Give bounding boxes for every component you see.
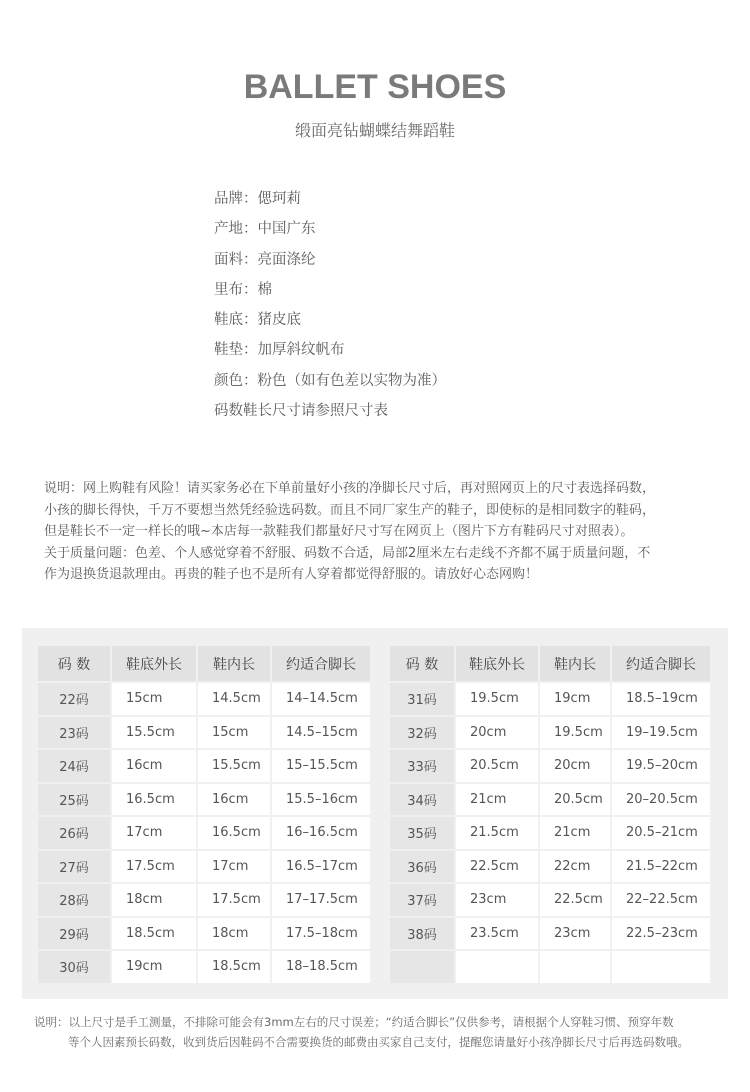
cell-size: 27码 [38,851,110,883]
cell-size: 33码 [390,750,454,782]
table-row [390,918,710,950]
cell-foot-length: 21.5–22cm [612,851,710,883]
cell-foot-length: 17.5–18cm [272,918,370,950]
header-foot-length: 约适合脚长 [612,646,710,681]
cell-size: 28码 [38,884,110,916]
cell-outsole-length: 16.5cm [112,784,196,816]
cell-inner-length: 19cm [540,683,610,715]
cell-inner-length: 15cm [198,717,270,749]
table-row [38,918,370,950]
cell-inner-length: 19.5cm [540,717,610,749]
cell-foot-length: 19–19.5cm [612,717,710,749]
cell-outsole-length: 18cm [112,884,196,916]
cell-outsole-length [456,951,538,983]
header-size: 码 数 [38,646,110,681]
cell-size: 38码 [390,918,454,950]
note-line: 作为退换货退款理由。再贵的鞋子也不是所有人穿着都觉得舒服的。请放好心态网购！ [44,567,539,582]
cell-inner-length: 18cm [198,918,270,950]
cell-outsole-length: 16cm [112,750,196,782]
cell-outsole-length: 20.5cm [456,750,538,782]
cell-size [390,951,454,983]
table-row [390,717,710,749]
table-header-row [38,646,370,681]
table-row [38,784,370,816]
product-specs [214,184,614,426]
page-subtitle: 缎面亮钻蝴蝶结舞蹈鞋 [294,121,455,140]
cell-outsole-length: 23cm [456,884,538,916]
cell-inner-length: 20.5cm [540,784,610,816]
cell-size: 25码 [38,784,110,816]
spec-sole: 鞋底：猪皮底 [214,312,301,329]
cell-foot-length: 17–17.5cm [272,884,370,916]
cell-size: 37码 [390,884,454,916]
table-header-row [390,646,710,681]
note-line: 关于质量问题：色差、个人感觉穿着不舒服、码数不合适，局部2厘米左右走线不齐都不属于质量问题，不 [44,545,651,561]
table-row [390,784,710,816]
cell-outsole-length: 15.5cm [112,717,196,749]
cell-foot-length: 22.5–23cm [612,918,710,950]
spec-lining: 里布：棉 [214,281,272,298]
cell-outsole-length: 17cm [112,817,196,849]
cell-outsole-length: 20cm [456,717,538,749]
note-line: 小孩的脚长得快，千万不要想当然凭经验选码数。而且不同厂家生产的鞋子，即使标的是相同数字的鞋码， [44,502,656,518]
cell-outsole-length: 19.5cm [456,683,538,715]
cell-size: 30码 [38,951,110,983]
cell-foot-length: 16.5–17cm [272,851,370,883]
cell-foot-length: 14.5–15cm [272,717,370,749]
table-row [390,851,710,883]
table-row [390,683,710,715]
footer-note [34,1012,724,1052]
header-outsole-length: 鞋底外长 [112,646,196,681]
cell-inner-length: 22.5cm [540,884,610,916]
cell-inner-length: 23cm [540,918,610,950]
table-row [38,817,370,849]
cell-inner-length: 15.5cm [198,750,270,782]
cell-foot-length: 18–18.5cm [272,951,370,983]
cell-inner-length: 17cm [198,851,270,883]
table-row [38,750,370,782]
spec-insole: 鞋垫：加厚斜纹帆布 [214,342,345,359]
purchase-notes [44,478,714,586]
table-row [390,817,710,849]
cell-inner-length: 16.5cm [198,817,270,849]
note-line: 但是鞋长不一定一样长的哦~本店每一款鞋我们都量好尺寸写在网页上（图片下方有鞋码尺寸对照表）。 [44,524,634,539]
header-foot-length: 约适合脚长 [272,646,370,681]
cell-outsole-length: 19cm [112,951,196,983]
table-row [390,884,710,916]
cell-foot-length: 18.5–19cm [612,683,710,715]
cell-foot-length: 16–16.5cm [272,817,370,849]
cell-size: 22码 [38,683,110,715]
spec-size-note: 码数鞋长尺寸请参照尺寸表 [214,403,388,420]
cell-foot-length: 22–22.5cm [612,884,710,916]
cell-inner-length: 21cm [540,817,610,849]
cell-outsole-length: 22.5cm [456,851,538,883]
table-row [38,717,370,749]
cell-size: 34码 [390,784,454,816]
cell-outsole-length: 18.5cm [112,918,196,950]
cell-foot-length: 15–15.5cm [272,750,370,782]
cell-size: 32码 [390,717,454,749]
cell-foot-length: 15.5–16cm [272,784,370,816]
table-row [38,851,370,883]
table-row [390,951,710,983]
cell-size: 29码 [38,918,110,950]
spec-fabric: 面料：亮面涤纶 [214,251,316,268]
cell-size: 26码 [38,817,110,849]
cell-inner-length: 20cm [540,750,610,782]
cell-foot-length: 14–14.5cm [272,683,370,715]
table-row [38,683,370,715]
cell-outsole-length: 21cm [456,784,538,816]
size-table-right [388,644,712,985]
cell-size: 23码 [38,717,110,749]
cell-inner-length [540,951,610,983]
spec-color: 颜色：粉色（如有色差以实物为准） [214,372,446,389]
cell-inner-length: 14.5cm [198,683,270,715]
page-title: BALLET SHOES [243,68,507,106]
cell-size: 36码 [390,851,454,883]
size-table-left [36,644,372,985]
spec-origin: 产地：中国广东 [214,221,316,238]
header-inner-length: 鞋内长 [540,646,610,681]
table-row [38,951,370,983]
cell-inner-length: 18.5cm [198,951,270,983]
cell-size: 31码 [390,683,454,715]
cell-outsole-length: 17.5cm [112,851,196,883]
cell-outsole-length: 23.5cm [456,918,538,950]
cell-size: 24码 [38,750,110,782]
cell-size: 35码 [390,817,454,849]
cell-outsole-length: 15cm [112,683,196,715]
note-line: 说明：网上购鞋有风险！请买家务必在下单前量好小孩的净脚长尺寸后，再对照网页上的尺寸表选择码数， [44,481,656,496]
cell-foot-length: 19.5–20cm [612,750,710,782]
cell-outsole-length: 21.5cm [456,817,538,849]
cell-inner-length: 22cm [540,851,610,883]
table-row [390,750,710,782]
header-inner-length: 鞋内长 [198,646,270,681]
footer-line: 等个人因素预长码数，收到货后因鞋码不合需要换货的邮费由买家自己支付，提醒您请量好小孩净脚长尺寸后再选码数哦。 [68,1035,689,1049]
header-outsole-length: 鞋底外长 [456,646,538,681]
cell-foot-length: 20–20.5cm [612,784,710,816]
footer-line: 说明：以上尺寸是手工测量，不排除可能会有3mm左右的尺寸误差；“约适合脚长”仅供参考，请根据个人穿鞋习惯、预穿年数 [34,1015,674,1029]
header-size: 码 数 [390,646,454,681]
table-row [38,884,370,916]
cell-inner-length: 17.5cm [198,884,270,916]
spec-brand: 品牌：偲珂莉 [214,191,301,207]
cell-inner-length: 16cm [198,784,270,816]
cell-foot-length [612,951,710,983]
cell-foot-length: 20.5–21cm [612,817,710,849]
